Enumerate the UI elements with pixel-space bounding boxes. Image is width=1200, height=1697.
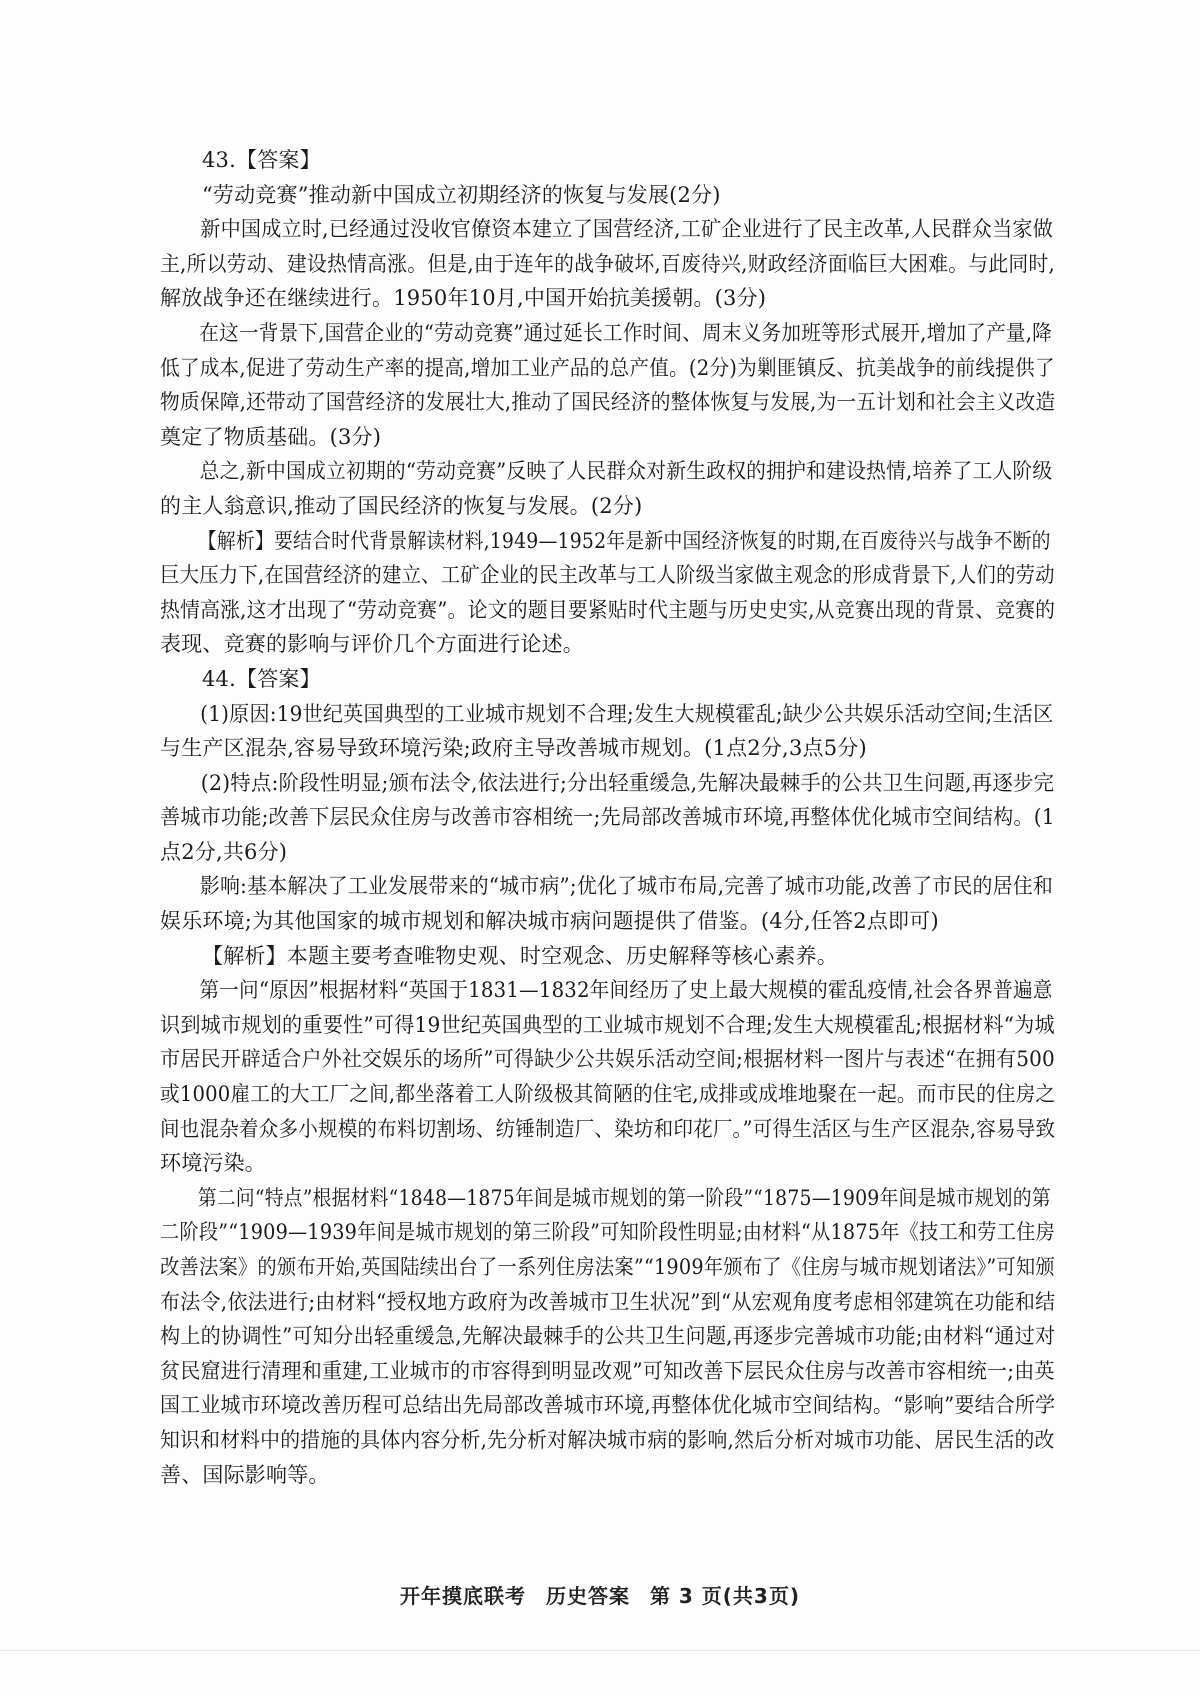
text-line: 知识和材料中的措施的具体内容分析,先分析对解决城市病的影响,然后分析对城市功能、居民生活的改 — [160, 1427, 1055, 1452]
text-line: 娱乐环境;为其他国家的城市规划和解决城市病问题提供了借鉴。(4分,任答2点即可) — [160, 909, 939, 934]
text-line: 解放战争还在继续进行。1950年10月,中国开始抗美援朝。(3分) — [160, 286, 767, 311]
text-line: 【解析】要结合时代背景解读材料,1949—1952年是新中国经济恢复的时期,在百废待兴与战争不断的 — [197, 528, 1051, 553]
text-line: 间也混杂着众多小规模的布料切割场、纺锤制造厂、染坊和印花厂。”可得生活区与生产区混杂,容易导致 — [160, 1116, 1056, 1141]
footer-subject: 历史答案 — [545, 1584, 630, 1608]
text-line: (2)特点:阶段性明显;颁布法令,依法进行;分出轻重缓急,先解决最棘手的公共卫生问题,再逐步完 — [200, 770, 1055, 795]
text-line: 国工业城市环境改善历程可总结出先局部改善城市环境,再整体优化城市空间结构。“影响”要结合所学 — [160, 1393, 1056, 1418]
answer-content — [160, 143, 1055, 1492]
text-line: 低了成本,促进了劳动生产率的提高,增加工业产品的总产值。(2分)为剿匪镇反、抗美战争的前线提供了 — [160, 355, 1055, 380]
text-line: 影响:基本解决了工业发展带来的“城市病”;优化了城市布局,完善了城市功能,改善了市民的居住和 — [199, 874, 1054, 899]
text-line: 善、国际影响等。 — [160, 1462, 330, 1487]
text-line: 识到城市规划的重要性”可得19世纪英国典型的工业城市规划不合理;发生大规模霍乱;根据材料“为城 — [160, 1012, 1055, 1037]
text-line: 改善法案》的颁布开始,英国陆续出台了一系列住房法案”“1909年颁布了《住房与城市规划诸法》”可知颁 — [160, 1255, 1055, 1279]
text-line: 的主人翁意识,推动了国民经济的恢复与发展。(2分) — [160, 493, 643, 518]
text-line: 新中国成立时,已经通过没收官僚资本建立了国营经济,工矿企业进行了民主改革,人民群众当家做 — [200, 217, 1054, 242]
text-line: 布法令,依法进行;由材料“授权地方政府为改善城市卫生状况”到“从宏观角度考虑相邻建筑在功能和结 — [160, 1289, 1056, 1314]
text-line: 环境污染。 — [160, 1151, 266, 1176]
footer-page-number: 第 3 页(共3页) — [649, 1584, 800, 1608]
text-line: 点2分,共6分) — [160, 839, 288, 864]
text-line: 二阶段”“1909—1939年间是城市规划的第三阶段”可知阶段性明显;由材料“从1875年《技工和劳工住房 — [160, 1220, 1055, 1245]
page-bottom-edge — [0, 1650, 1200, 1651]
text-line: 物质保障,还带动了国营经济的发展壮大,推动了国民经济的整体恢复与发展,为一五计划和社会主义改造 — [160, 390, 1056, 415]
text-line: 44.【答案】 — [202, 666, 321, 691]
text-line: 第二问“特点”根据材料“1848—1875年间是城市规划的第一阶段”“1875—1909年间是城市规划的第 — [197, 1185, 1051, 1210]
text-line: 贫民窟进行清理和重建,工业城市的市容得到明显改观”可知改善下层民众住房与改善市容相统一;由英 — [160, 1358, 1055, 1383]
text-line: 表现、竞赛的影响与评价几个方面进行论述。 — [160, 632, 584, 657]
text-line: 43.【答案】 — [202, 148, 321, 172]
text-line: (1)原因:19世纪英国典型的工业城市规划不合理;发生大规模霍乱;缺少公共娱乐活动空间;生活区 — [200, 701, 1054, 726]
text-line: 【解析】本题主要考查唯物史观、时空观念、历史解释等核心素养。 — [202, 943, 838, 968]
text-line: 第一问“原因”根据材料“英国于1831—1832年间经历了史上最大规模的霍乱疫情,社会各界普遍意 — [199, 978, 1053, 1003]
text-line: 构上的协调性”可知分出轻重缓急,先解决最棘手的公共卫生问题,再逐步完善城市功能;由材料“通过对 — [160, 1324, 1056, 1349]
footer-exam-name: 开年摸底联考 — [400, 1584, 526, 1608]
text-line: 总之,新中国成立初期的“劳动竞赛”反映了人民群众对新生政权的拥护和建设热情,培养了工人阶级 — [199, 459, 1053, 484]
page-footer — [0, 1580, 1200, 1609]
text-line: 热情高涨,这才出现了“劳动竞赛”。论文的题目要紧贴时代主题与历史史实,从竞赛出现的背景、竞赛的 — [160, 597, 1056, 622]
text-line: 巨大压力下,在国营经济的建立、工矿企业的民主改革与工人阶级当家做主观念的形成背景下,人们的劳动 — [160, 563, 1055, 588]
text-line: 奠定了物质基础。(3分) — [160, 424, 382, 449]
text-line: 在这一背景下,国营企业的“劳动竞赛”通过延长工作时间、周末义务加班等形式展开,增加了产量,降 — [199, 320, 1052, 345]
text-line: 市居民开辟适合户外社交娱乐的场所”可得缺少公共娱乐活动空间;根据材料一图片与表述“在拥有500 — [160, 1047, 1055, 1072]
text-line: “劳动竞赛”推动新中国成立初期经济的恢复与发展(2分) — [202, 182, 721, 207]
text-line: 主,所以劳动、建设热情高涨。但是,由于连年的战争破坏,百废待兴,财政经济面临巨大困难。与此同时, — [160, 251, 1055, 276]
text-line: 与生产区混杂,容易导致环境污染;政府主导改善城市规划。(1点2分,3点5分) — [160, 736, 867, 761]
text-line: 或1000雇工的大工厂之间,都坐落着工人阶级极其简陋的住宅,成排或成堆地聚在一起。而市民的住房之 — [160, 1082, 1056, 1107]
text-line: 善城市功能;改善下层民众住房与改善市容相统一;先局部改善城市环境,再整体优化城市空间结构。(1 — [160, 805, 1055, 830]
